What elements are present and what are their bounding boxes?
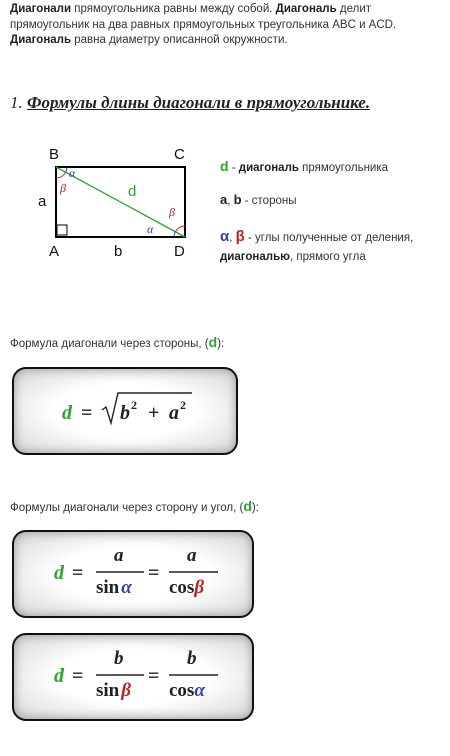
formula2-num-2: a (187, 545, 197, 566)
vertex-c-label: C (174, 146, 185, 163)
angle-arc-d-beta (175, 226, 185, 232)
legend-dash: - (228, 162, 239, 174)
alpha-label-b: α (69, 166, 76, 180)
formula1-d: d (62, 402, 72, 424)
formula2-den-2: cosβ (169, 577, 205, 598)
legend-angles-text-2: , прямого угла (289, 251, 366, 263)
intro-paragraph (10, 2, 442, 49)
legend-comma-2: , (229, 232, 236, 244)
formula1-eq: = (81, 402, 93, 424)
section-heading (10, 93, 370, 113)
formula1-plus: + (148, 402, 160, 424)
legend-angles-text-1: - углы полученные от деления, (244, 232, 414, 244)
formula1-a: a (169, 402, 179, 424)
formula1-b-exp: 2 (131, 398, 137, 412)
formula3-eq-1: = (72, 665, 84, 687)
formula-side-b-svg (14, 635, 252, 719)
legend-beta-symbol: β (235, 228, 245, 245)
angle-arc-b-beta (56, 172, 66, 178)
formula3-num-1: b (114, 648, 124, 669)
formula2-eq-2: = (148, 562, 160, 584)
vertex-d-label: D (174, 243, 185, 260)
legend-angles (220, 227, 413, 267)
intro-text-1: прямоугольника равны между собой. (71, 3, 276, 15)
formula-sides-svg (14, 369, 236, 453)
formula3-den-2: cosα (169, 680, 205, 701)
vertex-a-label: A (49, 243, 60, 260)
alpha-label-d: α (147, 222, 154, 236)
caption-sides-text: Формула диагонали через стороны, ( (10, 338, 209, 350)
legend-d-term: диагональ (238, 162, 299, 174)
formula1-a-exp: 2 (180, 398, 186, 412)
legend-b-symbol: b (233, 192, 242, 207)
formula2-den-1: sin α (96, 577, 132, 598)
intro-term-diagonal: Диагональ (275, 3, 337, 15)
caption-angle-d: d (243, 498, 252, 514)
diagonal-line (56, 167, 185, 237)
formula-box-side-a (12, 530, 254, 618)
formula2-eq-1: = (72, 562, 84, 584)
section-title: Формулы длины диагонали в прямоугольнике. (27, 93, 371, 112)
formula2-d: d (54, 562, 64, 584)
formula-caption-sides (10, 334, 224, 350)
legend-d-text: прямоугольника (298, 162, 389, 174)
caption-angle-text: Формулы диагонали через сторону и угол, ( (10, 502, 244, 514)
legend-a-symbol: a (220, 192, 228, 207)
formula2-num-1: a (114, 545, 124, 566)
intro-term-diagonals: Диагонали (10, 3, 72, 15)
legend-diagonal (220, 158, 388, 174)
diagonal-label: d (128, 183, 137, 200)
beta-label-d: β (169, 205, 175, 219)
formula-caption-angle (10, 498, 259, 514)
formula3-num-2: b (187, 648, 197, 669)
intro-term-diagonal-2: Диагональ (10, 34, 72, 46)
formula1-b: b (120, 402, 130, 424)
formula-side-a-svg (14, 532, 252, 616)
formula-box-side-b (12, 633, 254, 721)
caption-sides-end: ): (217, 338, 225, 350)
right-angle-mark (57, 225, 67, 235)
formula3-den-1: sin β (96, 680, 131, 701)
formula-box-sides (12, 367, 238, 455)
legend-sides (220, 192, 297, 207)
beta-label-b: β (60, 181, 66, 195)
formula3-d: d (54, 665, 64, 687)
caption-sides-d: d (208, 334, 218, 350)
caption-angle-end: ): (251, 502, 259, 514)
legend-d-symbol: d (220, 158, 229, 174)
side-b-label: b (114, 243, 123, 260)
section-number: 1. (10, 93, 23, 112)
vertex-b-label: B (49, 146, 60, 163)
legend-sides-text: - стороны (241, 195, 297, 207)
rectangle-figure (30, 140, 220, 270)
legend-comma: , (227, 195, 234, 207)
formula3-eq-2: = (148, 665, 160, 687)
intro-text-3: равна диаметру описанной окружности. (71, 34, 288, 46)
intro-text-2: делит прямоугольник на два равных прямоугольных треугольника ABC и ACD. (10, 3, 397, 31)
legend-angles-term: диагональю (220, 251, 290, 263)
side-a-label: a (38, 193, 47, 210)
legend-alpha-symbol: α (220, 228, 230, 245)
